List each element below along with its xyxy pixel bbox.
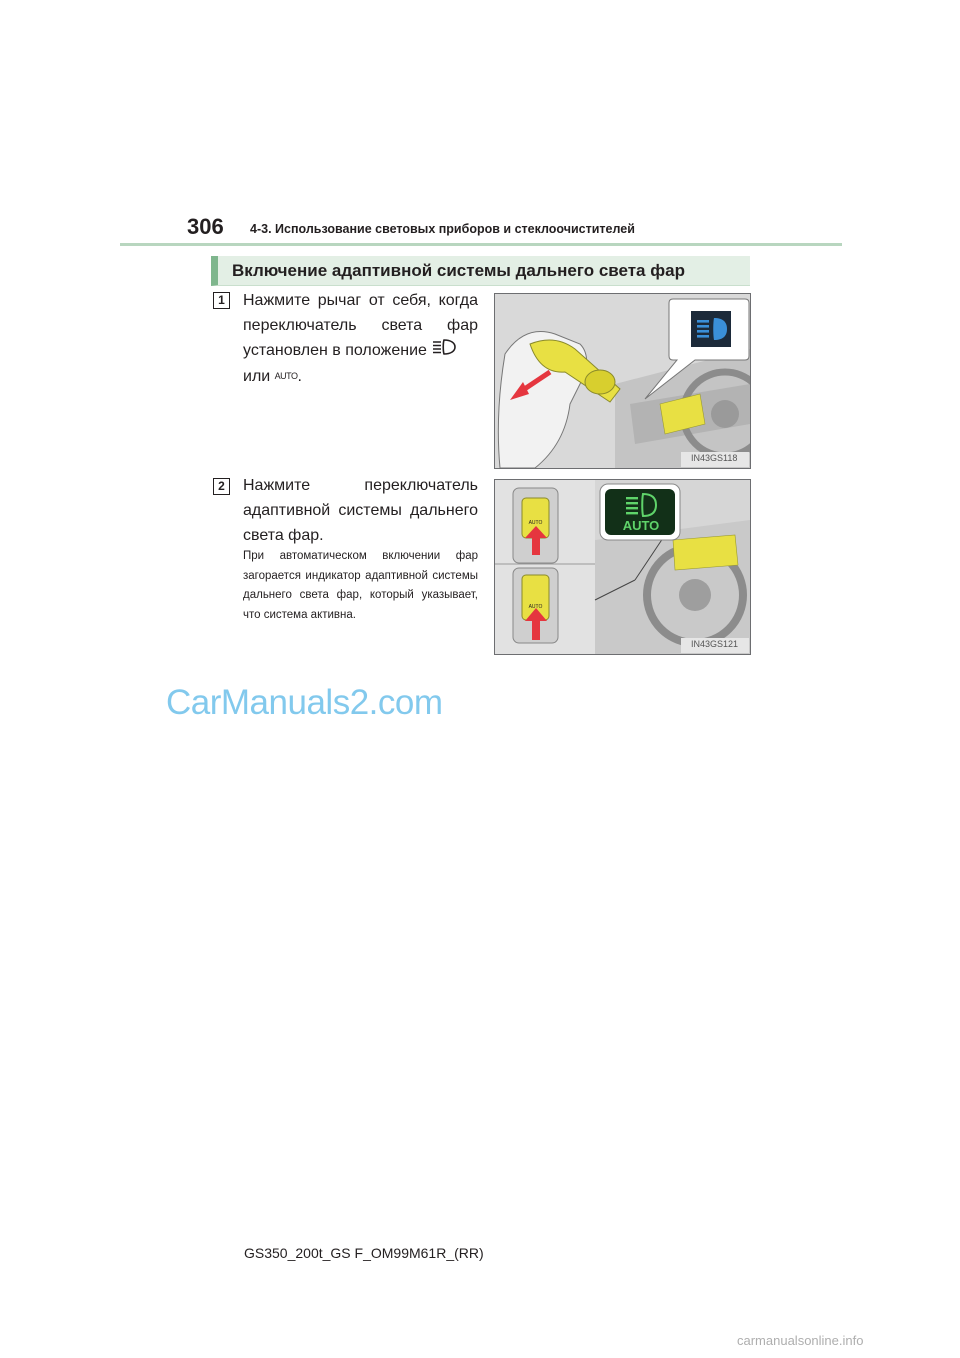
step-2-note: При автоматическом включении фар загорается индикатор адаптивной системы дальнего света фар, который указывает, что система активна. xyxy=(243,550,478,621)
footer-model-code: GS350_200t_GS F_OM99M61R_(RR) xyxy=(244,1245,484,1261)
section-banner xyxy=(211,256,750,286)
switch-auto-label: AUTO xyxy=(528,604,543,610)
step-number-2: 2 xyxy=(213,478,230,495)
high-beam-icon xyxy=(431,338,457,364)
step-1-or-text: или xyxy=(243,368,271,385)
step-1-text xyxy=(243,288,478,389)
step-2-text: Нажмите переключатель адаптивной системы дальнего света фар. xyxy=(243,477,478,544)
header-divider xyxy=(120,243,842,246)
step-1-main-text: Нажмите рычаг от себя, когда переключатель света фар установлен в положение xyxy=(243,292,478,360)
auto-position-icon: AUTO xyxy=(274,371,298,382)
banner-title: Включение адаптивной системы дальнего света фар xyxy=(232,261,685,280)
figure-lever-push xyxy=(494,293,751,469)
page-number: 306 xyxy=(187,214,224,239)
switch-auto-label: AUTO xyxy=(528,520,543,526)
step-1-end-text: . xyxy=(297,368,302,385)
watermark-logo[interactable]: CarManuals2.com xyxy=(166,683,443,722)
figure-2-code: IN43GS121 xyxy=(691,639,739,649)
bottom-site-watermark[interactable]: carmanualsonline.info xyxy=(737,1333,864,1348)
figure-1-code: IN43GS118 xyxy=(691,453,738,463)
step-number-1: 1 xyxy=(213,292,230,309)
indicator-auto-label: AUTO xyxy=(622,518,660,533)
section-header: 4-3. Использование световых приборов и стеклоочистителей xyxy=(250,222,635,236)
figure-ahs-switch xyxy=(494,479,751,655)
